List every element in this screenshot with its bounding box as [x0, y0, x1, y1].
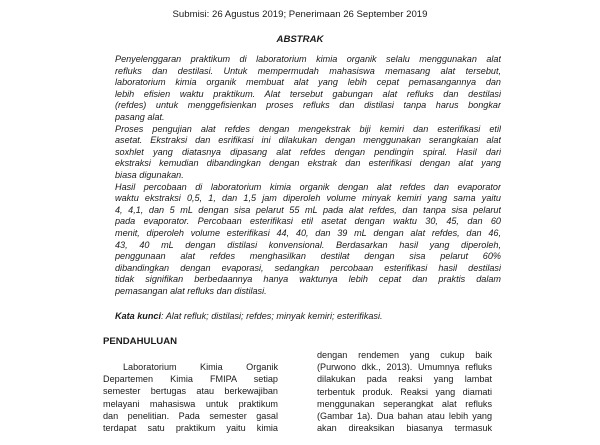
- abstract-line: pasang alat.: [115, 111, 165, 122]
- abstract-line: dibandingkan dengan evaporasi, sedangkan percobaan esterifikasi hasil destilasi: [115, 262, 501, 273]
- body-line-left: melayani mahasiswa untuk praktikum: [103, 398, 278, 409]
- abstract-body: [115, 54, 501, 297]
- keywords-text: : Alat refluk; distilasi; refdes; minyak kemiri; esterifikasi.: [161, 311, 383, 321]
- abstract-line: Proses pengujian alat refdes dengan mengekstrak biji kemiri dan esterifikasi etil: [115, 123, 501, 134]
- abstract-line: (refdes) untuk menggefisienkan proses refluks dan distilasi tanpa harus bongkar: [115, 100, 501, 111]
- body-line-left: dan penelitian. Pada semester gasal: [103, 410, 278, 421]
- abstract-line: pada evaporator. Percobaan esterifikasi etil asetat dengan waktu 30, 45, dan 60: [115, 216, 501, 227]
- abstract-line: tidak signifikan berbedaannya hanya waktunya lebih cepat dan praktis dalam: [115, 274, 501, 285]
- abstract-line: pemasangan alat refluks dan distilasi.: [115, 285, 267, 296]
- body-line-right: (Gambar 1a). Dua bahan atau lebih yang: [317, 411, 492, 422]
- body-line-right: terbentuk produk. Reaksi yang diamati: [317, 386, 492, 397]
- abstract-title: ABSTRAK: [276, 34, 324, 45]
- section-title-pendahuluan: PENDAHULUAN: [103, 336, 178, 347]
- abstract-line: biasa digunakan.: [115, 169, 184, 180]
- abstract-line: lebih efisien waktu praktikum. Alat tersebut gabungan alat refluks dan destilasi: [115, 88, 501, 99]
- keywords-label: Kata kunci: [115, 311, 161, 321]
- body-line-right: dilakukan pada reaksi yang lambat: [317, 374, 492, 385]
- abstract-line: 4, 4,1, dan 5 mL dengan sisa pelarut 55 mL pada alat refdes, dan tanpa sisa pelarut: [115, 204, 501, 215]
- body-line-right: menggunakan seperangkat alat refluks: [317, 398, 492, 409]
- abstract-line: Penyelenggaran praktikum di laboratorium kimia organik selalu menggunakan alat: [115, 54, 501, 64]
- body-line-right: dengan rendemen yang cukup baik: [317, 350, 492, 360]
- body-line-left: terdapat satu praktikum yaitu kimia: [103, 423, 278, 434]
- abstract-line: waktu ekstraksi 0,5, 1, dan 1,5 jam diperoleh volume minyak kemiri yang sama yaitu: [115, 193, 501, 204]
- abstract-line: Hasil percobaan di laboratorium kimia organik dengan alat refdes dan evaporator: [115, 181, 501, 192]
- abstract-line: ekstraksi kemudian dibandingkan dengan ekstrak dan esterifikasi dengan alat yang: [115, 158, 501, 169]
- keywords: [115, 311, 501, 321]
- body-column-left: [103, 361, 278, 434]
- body-line-left: Laboratorium Kimia Organik: [123, 362, 278, 372]
- abstract-line: menit, diperoleh volume esterifikasi 44, 40, dan 39 mL dengan alat refdes, dan 46,: [115, 227, 501, 238]
- abstract-line: refluks dan destilasi. Untuk mempermudah mahasiswa memasang alat tersebut,: [115, 65, 501, 76]
- body-line-right: akan direaksikan biasanya termasuk: [317, 423, 492, 434]
- abstract-line: laboratorium kimia organik membuat alat yang lebih cepat pemasangannya dan: [115, 77, 501, 88]
- body-line-left: Departemen Kimia FMIPA setiap: [103, 374, 278, 385]
- body-line-left: semester bertugas atau berkewajiban: [103, 386, 278, 397]
- body-line-right: (Purwono dkk., 2013). Umumnya refluks: [317, 362, 492, 373]
- abstract-line: 43, 40 mL dengan distilasi konvensional. Berdasarkan hasil yang diperoleh,: [115, 239, 501, 250]
- abstract-line: asetat. Ekstraksi dan esrifikasi ini dilakukan dengan menggunakan serangkaian alat: [115, 135, 501, 146]
- body-column-right: [317, 349, 492, 434]
- abstract-line: soxhlet yang diatasnya dipasang alat refdes dengan pendingin spiral. Hasil dari: [115, 146, 501, 157]
- abstract-line: penggunaan alat refdes menghasilkan destilat dengan sisa pelarut 60%: [115, 251, 501, 262]
- submission-dates: Submisi: 26 Agustus 2019; Penerimaan 26 September 2019: [172, 9, 428, 20]
